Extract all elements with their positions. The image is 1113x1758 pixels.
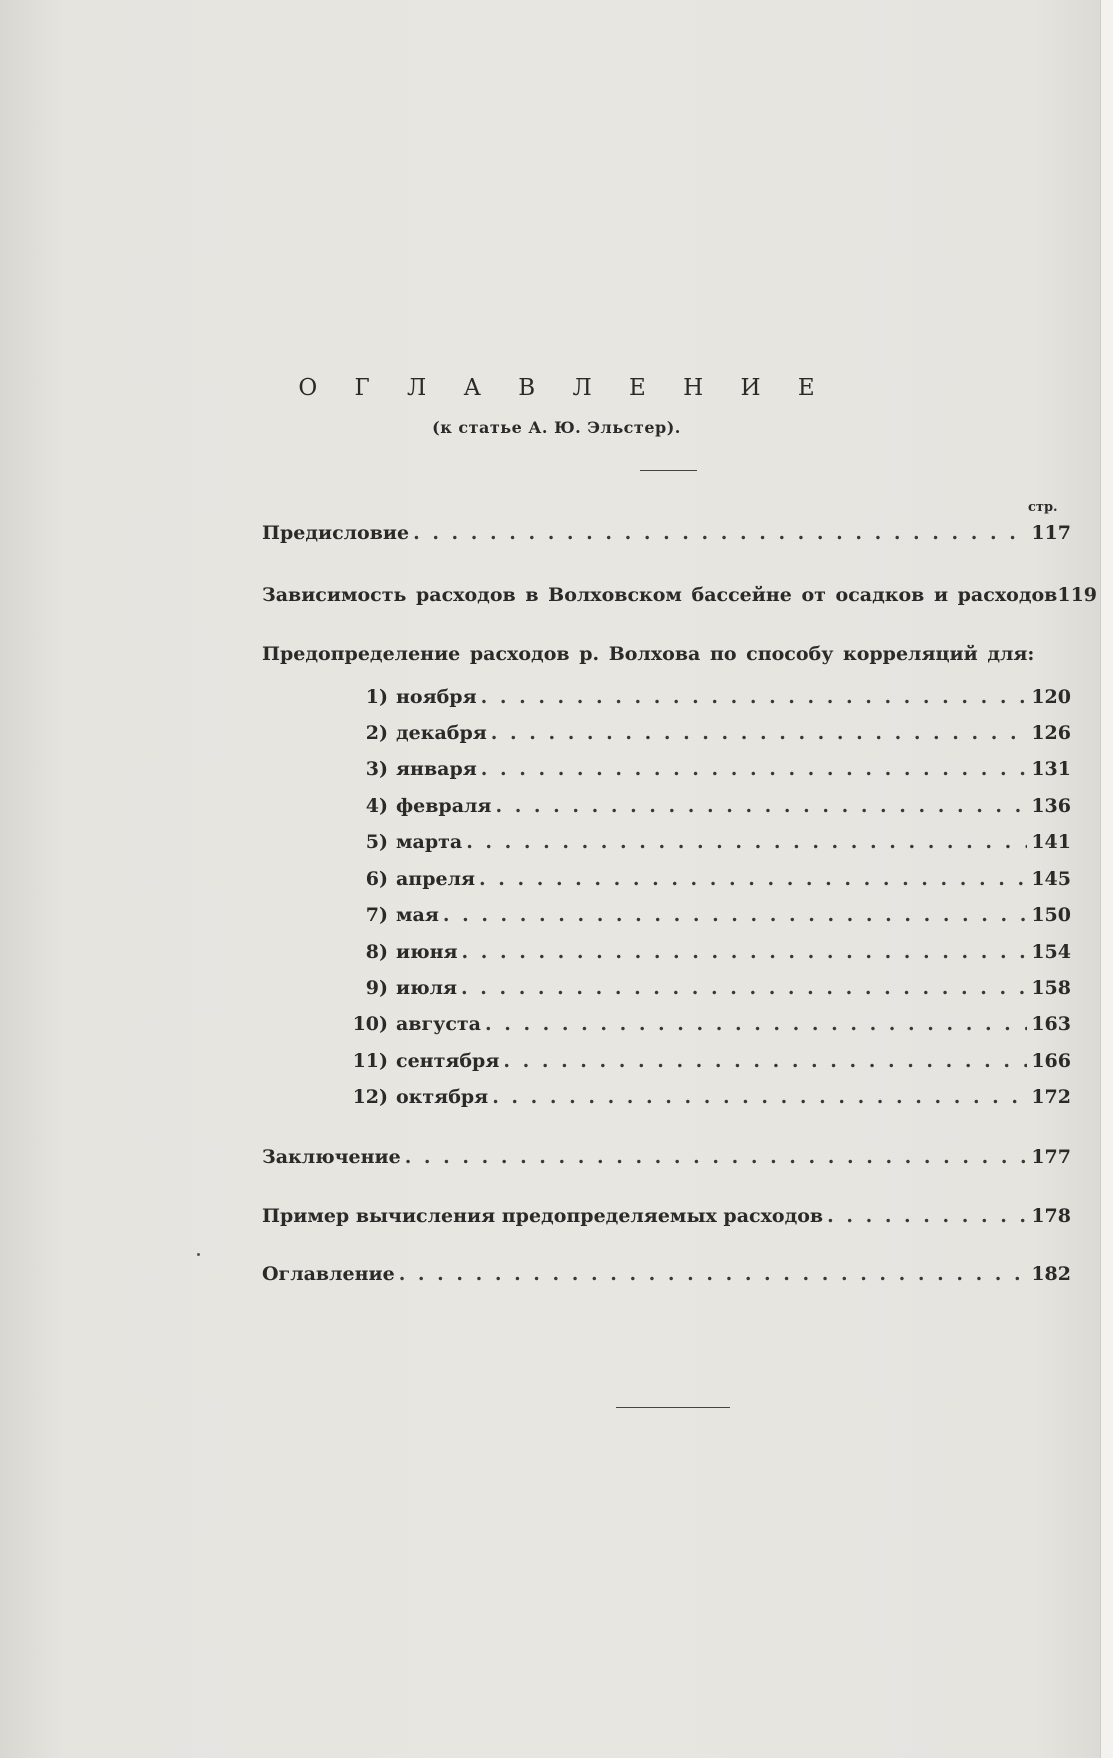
leader-dots [405, 1146, 1028, 1168]
toc-entry-page: 150 [1031, 904, 1071, 926]
toc-entry-page: 178 [1031, 1205, 1071, 1227]
leader-dots [413, 522, 1027, 544]
toc-entry-label: Зависимость расходов в Волховском бассейне от осадков и расходов [262, 584, 1058, 606]
leader-dots [495, 795, 1027, 817]
toc-entry-number: 4) [365, 795, 388, 817]
toc-entry-label: января [396, 758, 477, 780]
toc-entry-label: Предопределение расходов р. Волхова по способу корреляций для: [262, 643, 1035, 665]
leader-dots [485, 1013, 1027, 1035]
leader-dots [492, 1086, 1027, 1108]
toc-entry-label: марта [396, 831, 463, 853]
toc-entry-example [262, 1205, 1071, 1233]
toc-entry-number: 8) [365, 941, 388, 963]
toc-entry-label: апреля [396, 868, 476, 890]
toc-entry-label: августа [396, 1013, 481, 1035]
toc-entry-number: 11) [352, 1050, 388, 1072]
page-title: О Г Л А В Л Е Н И Е [298, 375, 830, 401]
toc-section-heading [262, 643, 1071, 665]
toc-entry-page: 141 [1031, 831, 1071, 853]
toc-entry-label: мая [396, 904, 439, 926]
toc-entry-month [332, 1050, 1071, 1078]
toc-entry-page: 117 [1031, 522, 1071, 544]
toc-entry-number: 7) [365, 904, 388, 926]
toc-entry-label: Пример вычисления предопределяемых расходов [262, 1205, 824, 1227]
page-edge [1100, 0, 1113, 1758]
toc-entry-number: 3) [365, 758, 388, 780]
toc-entry-label: октября [396, 1086, 489, 1108]
toc-entry-label: декабря [396, 722, 487, 744]
toc-entry-dependence [262, 584, 1098, 606]
toc-entry-month [332, 686, 1071, 714]
toc-entry-number: 1) [365, 686, 388, 708]
leader-dots [399, 1263, 1028, 1285]
toc-entry-number: 12) [352, 1086, 388, 1108]
leader-dots [481, 758, 1028, 780]
toc-entry-contents [262, 1263, 1071, 1291]
toc-entry-label: февраля [396, 795, 492, 817]
toc-entry-page: 120 [1031, 686, 1071, 708]
toc-entry-conclusion [262, 1146, 1071, 1174]
leader-dots [503, 1050, 1027, 1072]
leader-dots [461, 977, 1027, 999]
toc-entry-number: 2) [365, 722, 388, 744]
toc-entry-label: июля [396, 977, 458, 999]
page-subtitle: (к статье А. Ю. Эльстер). [432, 418, 681, 437]
toc-entry-preface [262, 522, 1071, 550]
toc-entry-page: 126 [1031, 722, 1071, 744]
toc-entry-number: 10) [352, 1013, 388, 1035]
toc-entry-month [332, 758, 1071, 786]
toc-entry-page: 163 [1031, 1013, 1071, 1035]
toc-entry-label: сентября [396, 1050, 500, 1072]
toc-entry-month [332, 795, 1071, 823]
toc-entry-page: 182 [1031, 1263, 1071, 1285]
toc-entry-month [332, 1086, 1071, 1114]
toc-entry-month [332, 831, 1071, 859]
paper-speck [197, 1253, 200, 1256]
toc-entry-page: 131 [1031, 758, 1071, 780]
closing-divider [616, 1407, 730, 1408]
leader-dots [491, 722, 1028, 744]
toc-entry-label: июня [396, 941, 458, 963]
toc-entry-month [332, 1013, 1071, 1041]
toc-entry-page: 177 [1031, 1146, 1071, 1168]
leader-dots [466, 831, 1027, 853]
toc-entry-number: 5) [365, 831, 388, 853]
toc-entry-month [332, 868, 1071, 896]
toc-entry-number: 6) [365, 868, 388, 890]
toc-entry-page: 119 [1057, 584, 1098, 606]
toc-entry-page: 158 [1031, 977, 1071, 999]
toc-entry-label: Заключение [262, 1146, 401, 1168]
toc-entry-page: 172 [1031, 1086, 1071, 1108]
toc-entry-page: 154 [1031, 941, 1071, 963]
toc-entry-page: 145 [1031, 868, 1071, 890]
leader-dots [462, 941, 1028, 963]
toc-entry-month [332, 722, 1071, 750]
toc-entry-month [332, 977, 1071, 1005]
toc-entry-number: 9) [365, 977, 388, 999]
toc-entry-month [332, 904, 1071, 932]
leader-dots [443, 904, 1027, 926]
toc-entry-month [332, 941, 1071, 969]
leader-dots [481, 686, 1028, 708]
toc-entry-label: ноября [396, 686, 477, 708]
toc-entry-page: 166 [1031, 1050, 1071, 1072]
leader-dots [827, 1205, 1027, 1227]
leader-dots [479, 868, 1027, 890]
toc-entry-label: Предисловие [262, 522, 410, 544]
page-column-label: стр. [1028, 500, 1058, 515]
toc-entry-label: Оглавление [262, 1263, 395, 1285]
toc-entry-page: 136 [1031, 795, 1071, 817]
title-divider [640, 470, 697, 471]
